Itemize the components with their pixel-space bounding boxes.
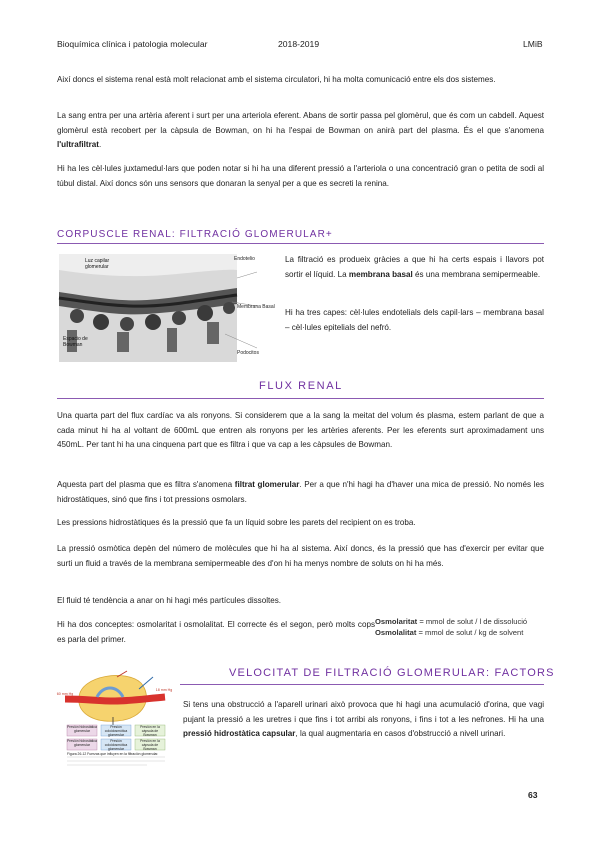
osmolarity-definition: Osmolaritat = mmol de solut / l de dissolució [375,617,528,626]
figure-caption: Figura 26-12 Fuerzas que influyen en la filtración glomerular. [67,752,159,756]
gfr-paragraph-1: Si tens una obstrucció a l'aparell urinari això provoca que hi hagi una acumulació d'orina, que vagi pujant la pressió a les uretres i que fins i tot arribi als ronyons, i fins i tot a les nefrones. Hi ha una pressió hidrostàtica capsular, la qual augmentaria en casos d'obstrucció a nivell urinari. [183,700,544,739]
glomerular-forces-figure [57,667,175,771]
label-podocytes: Podocitos [237,350,259,356]
osmolality-definition: Osmolalitat = mmol de solut / kg de solvent [375,628,524,637]
page-number: 63 [528,790,538,800]
force-box-5: Presión coloidosmótica glomerular [104,739,128,751]
force-box-2: Presión coloidosmótica glomerular [104,725,128,737]
section-rule-renal-flow [57,398,544,399]
force-box-4: Presión hidrostática glomerular [67,739,97,747]
renal-flow-paragraph-3: Les pressions hidrostàtiques és la pressió que fa un líquid sobre les parets del recipient on es troba. [57,518,416,527]
force-box-1: Presión hidrostática glomerular [67,725,97,733]
intro-paragraph-1: Així doncs el sistema renal està molt relacionat amb el sistema circulatori, hi ha molta comunicació entre els dos sistemes. [57,75,496,84]
glomerular-membrane-micrograph [57,252,277,364]
label-basal-membrane: Membrana Basal [237,304,275,310]
renal-flow-paragraph-1: Una quarta part del flux cardíac va als ronyons. Si considerem que a la sang la meitat del volum és plasma, estem parlant de que a cada minut hi ha al voltant de 600mL que entren als ronyons per les artèries aferents. Per les eferents surt aproximadament uns 450mL. Per tant hi ha una cinquena part que es filtra i que va cap a les càpsules de Bowman. [57,411,544,450]
header-group: LMiB [523,39,543,49]
force-box-6: Presión en la cápsula de Bowman [140,739,160,751]
label-capillary: Luz capilar glomerular [85,258,110,270]
force-box-3: Presión en la cápsula de Bowman [140,725,160,737]
renal-flow-paragraph-2: Aquesta part del plasma que es filtra s'anomena filtrat glomerular. Per a que n'hi hagi ha d'haver una mica de pressió. No només les hidrostàtiques, sinó que fins i tot pressions osmolars. [57,480,545,504]
renal-flow-paragraph-6: Hi ha dos conceptes: osmolaritat i osmolalitat. El correcte és el segon, però molts cops es parla del primer. [57,620,375,644]
corpuscle-paragraph-1: La filtració es produeix gràcies a que hi ha certs espais i llavors pot sortir el líquid. La membrana basal és una membrana semipermeable. [285,255,544,279]
section-rule-corpuscle [57,243,544,244]
label-right-pressure: 18 mm Hg [155,688,173,692]
header-course-title: Bioquímica clínica i patologia molecular [57,39,208,49]
section-rule-gfr-factors [180,684,544,685]
renal-flow-paragraph-4: La pressió osmòtica depèn del número de molècules que hi ha al sistema. Així doncs, és la pressió que has d'exercir per evitar que surti un fluid a través de la membrana semipermeable des d'on hi ha menys nombre de soluts on hi ha més. [57,544,544,568]
renal-flow-paragraph-5: El fluid té tendència a anar on hi hagi més partícules dissoltes. [57,596,282,605]
section-heading-gfr-factors: VELOCITAT DE FILTRACIÓ GLOMERULAR: FACTORS [229,667,555,679]
intro-paragraph-2: La sang entra per una artèria aferent i surt per una arteriola eferent. Abans de sortir passa pel glomèrul, que és com un cabdell. Aquest glomèrul està recobert per la càpsula de Bowman, on hi ha l'espai de Bowman on anirà part del plasma. És el que s'anomena l'ultrafiltrat. [57,111,544,150]
corpuscle-paragraph-2: Hi ha tres capes: cèl·lules endotelials dels capil·lars – membrana basal – cèl·lules epitelials del nefró. [285,308,544,332]
section-heading-renal-flow: FLUX RENAL [259,380,343,392]
label-endothelium: Endotelio [234,256,255,262]
header-year: 2018-2019 [278,39,320,49]
section-heading-corpuscle: CORPUSCLE RENAL: FILTRACIÓ GLOMERULAR+ [57,229,333,240]
label-bowman-space: Espacio de Bowman [63,336,88,348]
label-left-pressure: 60 mm Hg [56,692,74,696]
intro-paragraph-3: Hi ha les cèl·lules juxtamedul·lars que poden notar si hi ha una diferent pressió a l'arteriola o una concentració gran o petita de sodi al túbul distal. Així doncs són uns sensors que donaran la senyal per a que es secreti la renina. [57,164,544,188]
